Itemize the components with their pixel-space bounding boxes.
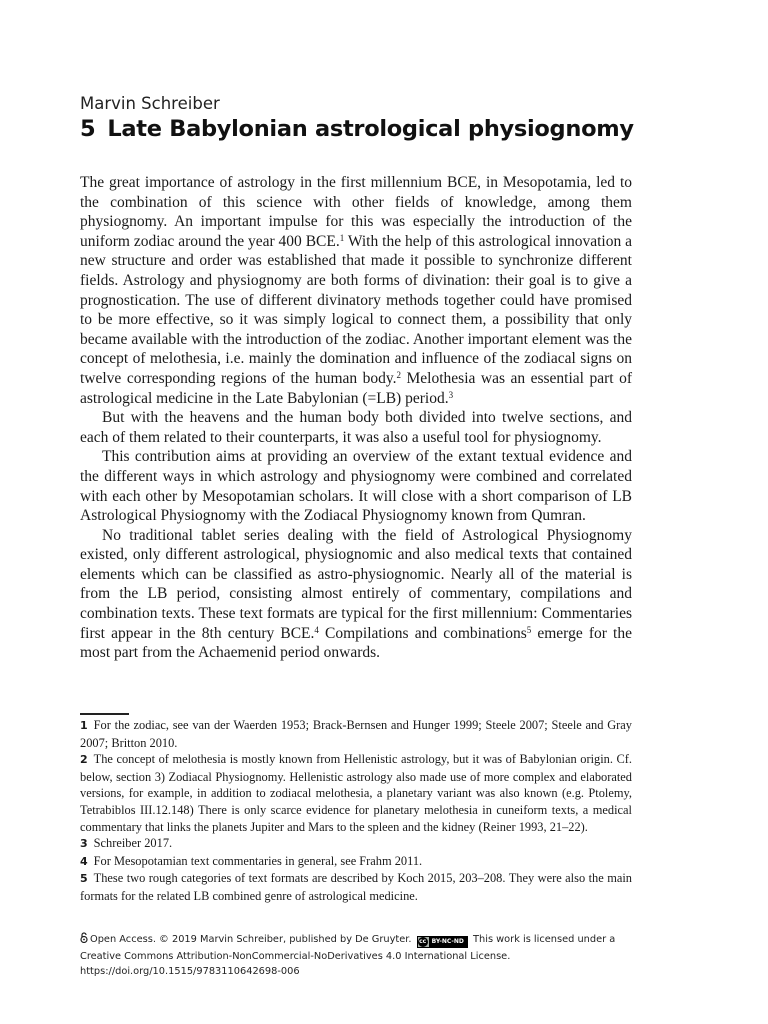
footnote-ref-2[interactable]: 2 [396, 369, 402, 380]
footnotes [80, 717, 632, 905]
footnote-ref-1[interactable]: 1 [339, 232, 345, 243]
footnote-ref-3[interactable]: 3 [448, 389, 454, 400]
author-name: Marvin Schreiber [80, 94, 220, 113]
cc-icon: cc [419, 938, 427, 945]
chapter-number: 5 [80, 116, 96, 142]
footnote-ref-5[interactable]: 5 [526, 624, 532, 635]
doi-link[interactable]: https://doi.org/10.1515/9783110642698-006 [80, 966, 300, 977]
footnote-rule [80, 713, 129, 715]
footnote: 5 These two rough categories of text formats are described by Koch 2015, 203–208. They were also the main formats for the related LB combined genre of astrological medicine. [80, 871, 632, 903]
paragraph-4: No traditional tablet series dealing with the field of Astrological Physiognomy existed, only different astrological, physiognomic and also medical texts that contained elements which can be classified as astro-physiognomic. Nearly all of the material is from the LB period, consisting almost entirely of commentary, compilations and combination texts. These text formats are typical for the first millennium: Commentaries first appear in the 8th century BCE.$^4$ Compilations and combinations$^5$ emerge for the most part from the Achaemenid period onwards. [80, 526, 632, 662]
footnote-number: 5 [80, 872, 88, 886]
footnote-number: 2 [80, 753, 88, 767]
footnote: 3 Schreiber 2017. [80, 836, 173, 851]
cc-license-badge[interactable] [417, 936, 468, 948]
footnote-number: 3 [80, 837, 88, 851]
paragraph-2: But with the heavens and the human body both divided into twelve sections, and each of them related to their counterparts, it was also a useful tool for physiognomy. [80, 409, 632, 446]
footnote-ref-4[interactable]: 4 [314, 624, 319, 635]
paragraph-3: This contribution aims at providing an overview of the extant textual evidence and the different ways in which astrology and physiognomy were combined and correlated with each other by Mesopotamian scholars. It will close with a short comparison of LB Astrological Physiognomy with the Zodiacal Physiognomy known from Qumran. [80, 448, 632, 525]
open-access-icon [80, 932, 88, 949]
chapter-heading [80, 116, 634, 142]
footnote: 1 For the zodiac, see van der Waerden 1953; Brack-Bernsen and Hunger 1999; Steele 2007; Steele and Gray 2007; Britton 2010. [80, 718, 632, 750]
paragraph-1: The great importance of astrology in the first millennium BCE, in Mesopotamia, led to the combination of this science with other fields of knowledge, among them physiognomy. An important impulse for this was especially the introduction of the uniform zodiac around the year 400 BCE.$^1$ With the help of this astrological innovation a new structure and order was established that made it possible to synchronize different fields. Astrology and physiognomy are both forms of divination: their goal is to give a prognostication. The use of different divinatory methods together could have promised to be more effective, so it was simply logical to connect them, a possibility that only became available with the introduction of the zodiac. Another important element was the concept of melothesia, i.e. mainly the domination and influence of the zodiacal signs on twelve corresponding regions of the human body.$^2$ Melothesia was an essential part of astrological medicine in the Late Babylonian (=LB) period.$^3$ [80, 174, 632, 407]
footnote: 4 For Mesopotamian text commentaries in general, see Frahm 2011. [80, 853, 423, 868]
body-text [80, 173, 632, 663]
cc-badge-label: BY-NC-ND [429, 937, 467, 947]
license-notice: Open Access. © 2019 Marvin Schreiber, published by De Gruyter. cc BY-NC-ND This work is licensed under a Creative Commons Attribution-NonCommercial-NoDerivatives 4.0 International License. https://doi.org/10.1515/9783110642698-006 [80, 934, 616, 977]
chapter-title: Late Babylonian astrological physiognomy [107, 116, 634, 142]
footnote: 2 The concept of melothesia is mostly known from Hellenistic astrology, but it was of Babylonian origin. Cf. below, section 3) Zodiacal Physiognomy. Hellenistic astrology also made use of more complex and elaborated versions, for example, in addition to zodiacal melothesia, a planetary variant was also known (e.g. Ptolemy, Tetrabiblos III.12.148) There is only scarce evidence for planetary melothesia in cuneiform texts, a medical commentary that links the planets Jupiter and Mars to the spleen and the kidney (Reiner 1993, 21–22). [80, 752, 632, 834]
footnote-number: 4 [80, 854, 88, 868]
footnote-number: 1 [80, 719, 88, 732]
